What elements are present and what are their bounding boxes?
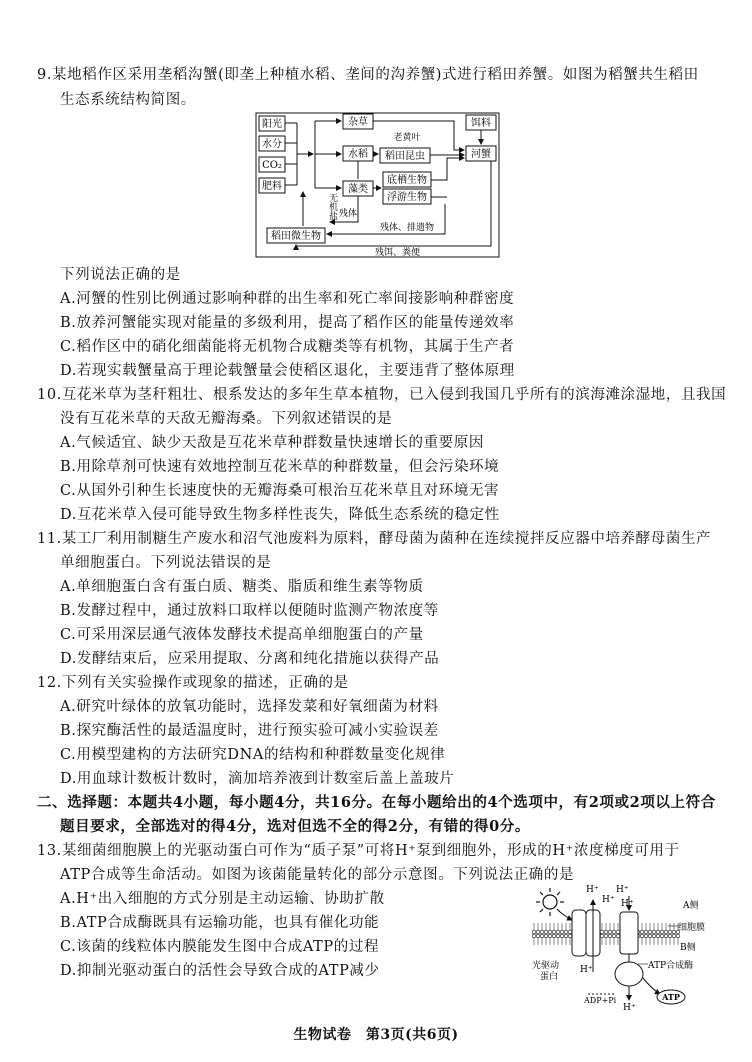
input-sunlight: 阳光 <box>262 119 282 130</box>
q9-option-b: B.放养河蟹能实现对能量的多级利用，提高了稻作区的能量传递效率 <box>60 315 515 331</box>
box-microbes: 稻田微生物 <box>271 231 321 242</box>
diagram-inputs <box>259 116 285 193</box>
q11-stem-line2: 单细胞蛋白。下列说法错误的是 <box>60 555 272 571</box>
input-fertilizer: 肥料 <box>262 181 282 192</box>
cell-membrane-bilayer <box>532 920 680 946</box>
box-benthos: 底栖生物 <box>387 175 427 186</box>
input-water: 水分 <box>262 139 282 150</box>
label-adp-pi: ADP+Pi <box>584 996 617 1005</box>
label-light-protein-line2: 蛋白 <box>540 972 559 982</box>
q13-option-d: D.抑制光驱动蛋白的活性会导致合成的ATP减少 <box>60 963 380 979</box>
q11-option-d: D.发酵结束后，应采用提取、分离和纯化措施以获得产品 <box>60 651 440 667</box>
q12-stem-line1: 12.下列有关实验操作或现象的描述，正确的是 <box>37 675 349 691</box>
label-residue-excreta: 残体、排遗物 <box>380 223 435 233</box>
box-insects: 稻田昆虫 <box>385 151 425 162</box>
atp-synthase <box>620 912 638 954</box>
q10-stem-line2: 没有互花米草的天敌无瓣海桑。下列叙述错误的是 <box>60 411 393 427</box>
proton-label-2: H⁺ <box>616 885 629 895</box>
box-crab: 河蟹 <box>471 149 491 160</box>
q10-option-a: A.气候适宜、缺少天敌是互花米草种群数量快速增长的重要原因 <box>60 435 484 451</box>
q12-option-a: A.研究叶绿体的放氧功能时，选择发菜和好氧细菌为材料 <box>60 699 439 715</box>
q12-option-c: C.用模型建构的方法研究DNA的结构和种群数量变化规律 <box>60 747 446 763</box>
q13-option-c: C.该菌的线粒体内膜能发生图中合成ATP的过程 <box>60 939 380 955</box>
label-atp: ATP <box>662 992 680 1002</box>
q11-option-c: C.可采用深层通气液体发酵技术提高单细胞蛋白的产量 <box>60 627 424 643</box>
q10-stem-line1: 10.互花米草为茎秆粗壮、根系发达的多年生草本植物，已入侵到我国几乎所有的滨海滩涂湿地，且我国 <box>37 387 727 403</box>
q10-option-b: B.用除草剂可快速有效地控制互花米草的种群数量，但会污染环境 <box>60 459 500 475</box>
q13-stem-line1: 13.某细菌细胞膜上的光驱动蛋白可作为“质子泵”可将H⁺泵到细胞外，形成的H⁺浓度梯度可用于 <box>37 843 680 859</box>
section2-heading-line1: 二、选择题：本题共4小题，每小题4分，共16分。在每小题给出的4个选项中，有2项或2项以上符合 <box>37 794 716 811</box>
q9-stem-line2: 生态系统结构简图。 <box>60 92 196 108</box>
q9-ecosystem-diagram <box>255 112 500 258</box>
q12-option-d: D.用血球计数板计数时，滴加培养液到计数室后盖上盖玻片 <box>60 771 455 787</box>
label-side-b: B侧 <box>680 943 696 953</box>
box-algae: 藻类 <box>348 184 368 195</box>
q11-stem-line1: 11.某工厂利用制糖生产废水和沼气池废料为原料，酵母菌为菌种在连续搅拌反应器中培养酵母菌生产 <box>37 531 712 547</box>
q13-option-b: B.ATP合成酶既具有运输功能，也具有催化功能 <box>60 915 380 931</box>
proton-label-6: H⁺ <box>623 1003 636 1013</box>
q13-option-a: A.H⁺出入细胞的方式分别是主动运输、协助扩散 <box>60 891 385 907</box>
q13-membrane-diagram <box>528 882 728 1014</box>
label-side-a: A侧 <box>683 901 699 911</box>
box-feed: 饵料 <box>471 118 491 129</box>
sun-icon <box>536 888 572 920</box>
proton-label-3: H⁺ <box>602 895 615 905</box>
label-cell-membrane: 细胞膜 <box>678 923 706 933</box>
label-residue-feed-feces: 残饵、粪便 <box>375 248 421 258</box>
q9-option-d: D.若现实载蟹量高于理论载蟹量会使稻区退化，主要违背了整体原理 <box>60 363 515 379</box>
proton-label-5: H⁺ <box>580 965 593 975</box>
q11-option-a: A.单细胞蛋白含有蛋白质、糖类、脂质和维生素等物质 <box>60 579 424 595</box>
label-light-protein-line1: 光驱动 <box>532 961 560 971</box>
input-co2: CO₂ <box>262 160 282 171</box>
label-old-leaves: 老黄叶 <box>393 133 421 143</box>
q10-option-d: D.互花米草入侵可能导致生物多样性丧失，降低生态系统的稳定性 <box>60 507 500 523</box>
label-residue: 残体 <box>339 209 358 219</box>
light-driven-protein <box>572 910 586 956</box>
q9-prompt: 下列说法正确的是 <box>60 267 181 283</box>
q9-option-c: C.稻作区中的硝化细菌能将无机物合成糖类等有机物，其属于生产者 <box>60 339 515 355</box>
proton-label-4: H⁺ <box>621 899 634 909</box>
label-atp-synthase: ATP合成酶 <box>648 961 694 971</box>
q12-option-b: B.探究酶活性的最适温度时，进行预实验可减小实验误差 <box>60 723 439 739</box>
label-inorganic-salt-text: 无机盐 <box>310 193 337 203</box>
q9-stem-line1: 9.某地稻作区采用垄稻沟蟹(即垄上种植水稻、垄间的沟养蟹)式进行稻田养蟹。如图为稻蟹共生稻田 <box>37 67 699 83</box>
section2-heading-line2: 题目要求，全部选对的得4分，选对但选不全的得2分，有错的得0分。 <box>60 818 530 835</box>
q10-option-c: C.从国外引种生长速度快的无瓣海桑可根治互花米草且对环境无害 <box>60 483 500 499</box>
box-weeds: 杂草 <box>348 117 368 128</box>
label-inorganic-salt <box>310 193 338 220</box>
q13-stem-line2: ATP合成等生命活动。如图为该菌能量转化的部分示意图。下列说法正确的是 <box>60 867 575 883</box>
box-rice: 水稻 <box>348 149 368 160</box>
page-footer: 生物试卷 第3页(共6页) <box>293 1027 459 1043</box>
box-plankton: 浮游生物 <box>387 192 427 203</box>
q9-option-a: A.河蟹的性别比例通过影响种群的出生率和死亡率间接影响种群密度 <box>60 291 515 307</box>
proton-label-1: H⁺ <box>586 885 599 895</box>
q11-option-b: B.发酵过程中，通过放料口取样以便随时监测产物浓度等 <box>60 603 439 619</box>
